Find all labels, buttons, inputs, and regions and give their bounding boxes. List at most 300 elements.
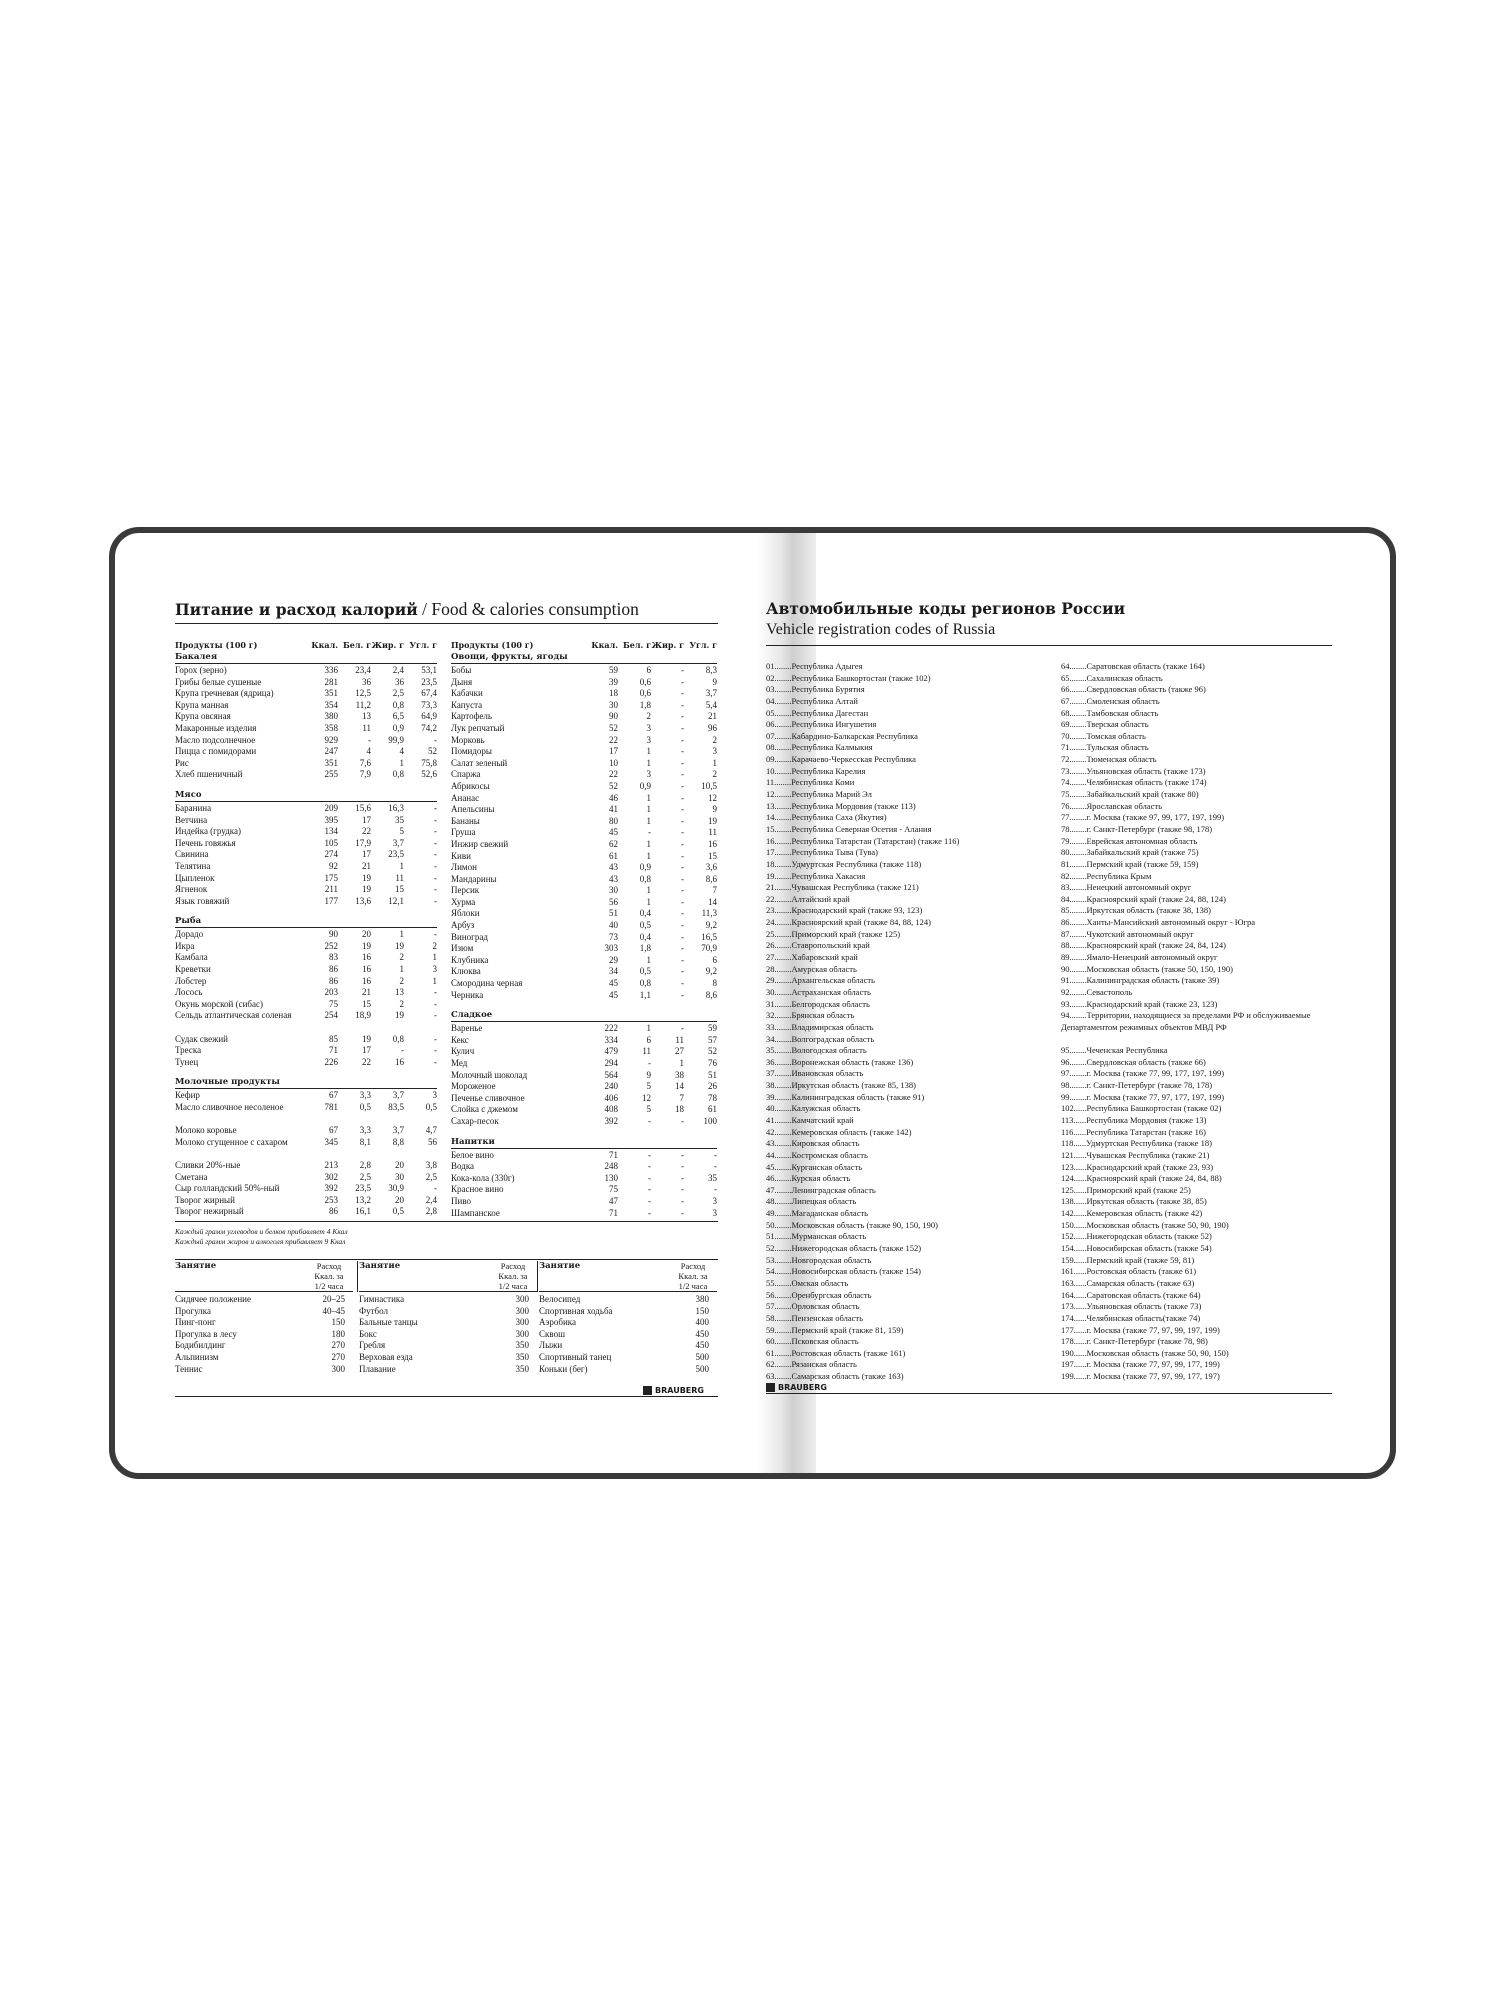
- cell-kcal: 90: [609, 711, 618, 722]
- table-row: [451, 862, 717, 874]
- cell-fat: 99,9: [388, 734, 404, 745]
- product-name: Цыпленок: [175, 872, 215, 883]
- product-name: Горох (зерно): [175, 665, 227, 675]
- cell-protein: 1: [646, 815, 651, 826]
- region-code-row: 05........Республика Дагестан: [766, 707, 869, 718]
- table-row: [175, 746, 437, 758]
- product-name: Кефир: [175, 1090, 200, 1101]
- cell-carbs: 3,7: [705, 688, 717, 699]
- activity-kcal: 300: [515, 1305, 529, 1316]
- table-header: Продукты (100 г) Ккал. Бел. г Жир. г Угл. г: [175, 640, 437, 650]
- product-name: Молочный шоколад: [451, 1069, 528, 1080]
- cell-carbs: 96: [708, 722, 717, 733]
- rate-line: Ккал. за: [678, 1271, 708, 1281]
- product-name: Красное вино: [451, 1184, 504, 1195]
- table-row: [451, 1070, 717, 1082]
- cell-protein: 1,8: [639, 699, 651, 710]
- region-code-row: 51........Мурманская область: [766, 1231, 867, 1242]
- cell-protein: 1: [646, 954, 651, 965]
- cell-protein: 13,2: [355, 1194, 371, 1205]
- region-code-row: 118......Удмуртская Республика (также 18): [1061, 1138, 1212, 1149]
- table-row: [451, 804, 717, 816]
- table-row: [175, 1195, 437, 1207]
- activity-name: Лыжи: [539, 1340, 563, 1351]
- region-code-row: 41........Камчатский край: [766, 1114, 854, 1125]
- cell-fat: 8,8: [392, 1136, 404, 1147]
- region-code-row: 24........Красноярский край (также 84, 88, 124): [766, 917, 932, 928]
- cell-protein: -: [648, 1161, 651, 1172]
- cell-carbs: 3: [712, 1195, 717, 1206]
- activity-header-name: Занятие: [175, 1261, 217, 1271]
- cell-protein: 23,4: [355, 665, 371, 675]
- cell-protein: 1: [646, 792, 651, 803]
- product-name: Камбала: [175, 952, 208, 963]
- cell-kcal: 71: [609, 1207, 618, 1218]
- cell-kcal: 130: [604, 1172, 618, 1183]
- cell-fat: -: [681, 676, 684, 687]
- cell-fat: -: [681, 769, 684, 780]
- page-title: [175, 599, 639, 620]
- cell-carbs: -: [434, 929, 437, 940]
- cell-carbs: 3,6: [705, 862, 717, 873]
- cell-carbs: -: [434, 998, 437, 1009]
- region-code-row: 59........Пермский край (также 81, 159): [766, 1324, 904, 1335]
- product-name: Лимон: [451, 862, 477, 873]
- cell-fat: 2: [399, 952, 404, 963]
- activity-top-rule: [175, 1259, 718, 1260]
- cell-fat: 27: [675, 1046, 684, 1057]
- section-heading: Овощи, фрукты, ягоды: [451, 652, 717, 664]
- cell-fat: -: [681, 711, 684, 722]
- cell-kcal: 213: [324, 1159, 338, 1170]
- cell-protein: 3,3: [359, 1090, 371, 1101]
- activity-row: [359, 1317, 537, 1329]
- cell-fat: -: [681, 862, 684, 873]
- cell-fat: 16,3: [388, 802, 404, 813]
- cell-fat: 6,5: [392, 711, 404, 722]
- region-code-row: 62........Рязанская область: [766, 1359, 857, 1370]
- cell-protein: 1,8: [639, 943, 651, 954]
- activity-name: Прогулка в лесу: [175, 1328, 237, 1339]
- product-name: Абрикосы: [451, 780, 490, 791]
- activity-header-rule: [359, 1291, 537, 1292]
- cell-fat: 3,7: [392, 837, 404, 848]
- activity-row: [175, 1340, 353, 1352]
- cell-carbs: -: [434, 860, 437, 871]
- cell-kcal: 392: [604, 1115, 618, 1126]
- cell-protein: -: [648, 1115, 651, 1126]
- region-code-row: 96........Свердловская область (также 66): [1061, 1056, 1206, 1067]
- right-page: [766, 533, 1332, 1473]
- region-code-row: 80........Забайкальский край (также 75): [1061, 847, 1199, 858]
- table-row: [175, 1137, 437, 1160]
- section-heading: Рыба: [175, 916, 437, 928]
- region-code-row: 34........Волгоградская область: [766, 1033, 875, 1044]
- region-code-row: 06........Республика Ингушетия: [766, 719, 877, 730]
- table-row: [451, 735, 717, 747]
- cell-fat: 83,5: [388, 1102, 404, 1112]
- cell-fat: 12,1: [388, 895, 404, 906]
- cell-protein: 18,9: [355, 1010, 371, 1021]
- cell-carbs: 15: [708, 850, 717, 861]
- cell-protein: -: [648, 1207, 651, 1218]
- cell-kcal: 75: [609, 1184, 618, 1195]
- table-row: [175, 964, 437, 976]
- region-code-row: 74........Челябинская область (также 174): [1061, 777, 1207, 788]
- cell-carbs: -: [434, 814, 437, 825]
- brand-square-icon: [643, 1386, 652, 1395]
- rate-line: Расход: [680, 1261, 706, 1271]
- region-code-row: 76........Ярославская область: [1061, 800, 1162, 811]
- product-name: Черника: [451, 989, 484, 1000]
- product-name: Апельсины: [451, 804, 495, 815]
- cell-carbs: 100: [703, 1115, 717, 1126]
- cell-kcal: 80: [609, 815, 618, 826]
- cell-protein: 4: [366, 746, 371, 757]
- region-code-row: 78........г. Санкт-Петербург (также 98, 178): [1061, 823, 1213, 834]
- cell-carbs: 61: [708, 1104, 717, 1115]
- cell-protein: 13: [362, 711, 371, 722]
- table-row: [175, 861, 437, 873]
- cell-kcal: 358: [324, 722, 338, 733]
- cell-protein: 1,1: [639, 989, 651, 1000]
- region-code-row: 38........Иркутская область (также 85, 138): [766, 1080, 916, 1091]
- activity-header: [175, 1261, 353, 1291]
- region-code-row: 72........Тюменская область: [1061, 754, 1157, 765]
- region-code-row: 19........Республика Хакасия: [766, 870, 866, 881]
- cell-kcal: 90: [329, 929, 338, 940]
- cell-kcal: 281: [324, 676, 338, 687]
- activity-name: Альпинизм: [175, 1351, 219, 1362]
- cell-kcal: 30: [609, 699, 618, 710]
- product-name: Молоко коровье: [175, 1125, 237, 1136]
- table-row: [451, 1093, 717, 1105]
- product-name: Треска: [175, 1045, 202, 1056]
- cell-carbs: 4,7: [425, 1125, 437, 1136]
- codes-bottom-rule: [766, 1393, 1332, 1394]
- region-code-row: 30........Астраханская область: [766, 986, 871, 997]
- region-code-row: 89........Ямало-Ненецкий автономный округ: [1061, 952, 1218, 963]
- region-code-row: 46........Курская область: [766, 1173, 851, 1184]
- cell-fat: 0,9: [392, 722, 404, 733]
- cell-protein: 1: [646, 804, 651, 815]
- region-code-row: 65........Сахалинская область: [1061, 672, 1163, 683]
- cell-carbs: 2,5: [425, 1171, 437, 1182]
- activity-kcal: 40–45: [322, 1305, 345, 1316]
- product-name: Персик: [451, 885, 480, 896]
- region-code-row: 197......г. Москва (также 77, 97, 99, 177, 199): [1061, 1359, 1220, 1370]
- cell-kcal: 209: [324, 802, 338, 813]
- product-name: Салат зеленый: [451, 757, 508, 768]
- cell-kcal: 253: [324, 1194, 338, 1205]
- product-name: Яблоки: [451, 908, 480, 919]
- cell-carbs: 75,8: [421, 757, 437, 768]
- product-name: Масло сливочное несоленое: [175, 1102, 284, 1112]
- cell-fat: -: [681, 1195, 684, 1206]
- cell-fat: -: [681, 827, 684, 838]
- activity-header: [539, 1261, 717, 1291]
- activity-row: [359, 1294, 537, 1306]
- activity-row: [175, 1329, 353, 1341]
- product-name: Свинина: [175, 849, 209, 860]
- activity-header-name: Занятие: [539, 1261, 581, 1271]
- region-code-row: 91........Калининградская область (также 39): [1061, 975, 1220, 986]
- table-row: [451, 665, 717, 677]
- product-name: Виноград: [451, 931, 488, 942]
- cell-protein: 15: [362, 998, 371, 1009]
- region-code-row: 69........Тверская область: [1061, 719, 1149, 730]
- cell-kcal: 45: [609, 827, 618, 838]
- planner-spread: [109, 527, 1396, 1479]
- region-code-row: 99........г. Москва (также 77, 97, 177, 197, 199): [1061, 1091, 1225, 1102]
- cell-carbs: 23,5: [421, 676, 437, 687]
- table-row: [175, 803, 437, 815]
- codes-col-2: [1061, 661, 1331, 1383]
- cell-kcal: 255: [324, 769, 338, 780]
- cell-protein: 16: [362, 952, 371, 963]
- cell-fat: 38: [675, 1069, 684, 1080]
- cell-carbs: 9,2: [705, 920, 717, 931]
- cell-kcal: 254: [324, 1010, 338, 1021]
- cell-fat: 4: [399, 746, 404, 757]
- cell-fat: -: [681, 688, 684, 699]
- cell-fat: -: [681, 873, 684, 884]
- region-code-row: 95........Чеченская Республика: [1061, 1045, 1168, 1056]
- activity-divider: [537, 1261, 538, 1292]
- cell-carbs: 35: [708, 1172, 717, 1183]
- region-code-row: 12........Республика Марий Эл: [766, 789, 872, 800]
- cell-protein: -: [648, 827, 651, 838]
- region-code-row: 13........Республика Мордовия (также 113): [766, 800, 916, 811]
- activity-row: [175, 1294, 353, 1306]
- cell-carbs: -: [434, 849, 437, 860]
- table-row: [175, 1125, 437, 1137]
- table-row: [175, 769, 437, 781]
- table-row: [451, 688, 717, 700]
- product-name: Сахар-песок: [451, 1115, 499, 1126]
- cell-protein: 12,5: [355, 688, 371, 699]
- table-row: [175, 952, 437, 964]
- product-name: Киви: [451, 850, 471, 861]
- cell-fat: -: [681, 699, 684, 710]
- cell-fat: 1: [399, 757, 404, 768]
- cell-fat: 20: [395, 1159, 404, 1170]
- brand-logo: BRAUBERG: [643, 1386, 704, 1395]
- cell-carbs: -: [714, 1161, 717, 1172]
- table-row: [175, 976, 437, 988]
- region-code-row: 18........Удмуртская Республика (также 118): [766, 858, 922, 869]
- product-name: Индейка (грудка): [175, 826, 241, 837]
- product-name: Макаронные изделия: [175, 722, 257, 733]
- region-code-row: 97........г. Москва (также 77, 99, 177, 197, 199): [1061, 1068, 1225, 1079]
- cell-fat: -: [681, 989, 684, 1000]
- table-header: Продукты (100 г) Ккал. Бел. г Жир. г Угл. г: [451, 640, 717, 650]
- activity-kcal: 270: [331, 1351, 345, 1362]
- product-name: Помидоры: [451, 746, 492, 757]
- cell-fat: -: [681, 757, 684, 768]
- section-heading: Молочные продукты: [175, 1077, 437, 1089]
- cell-protein: 1: [646, 838, 651, 849]
- table-row: [175, 1034, 437, 1046]
- cell-kcal: 56: [609, 896, 618, 907]
- activity-name: Бальные танцы: [359, 1317, 418, 1328]
- activity-row: [359, 1352, 537, 1364]
- cell-protein: 0,6: [639, 676, 651, 687]
- product-name: Сметана: [175, 1171, 208, 1182]
- cell-protein: 1: [646, 896, 651, 907]
- table-row: [175, 838, 437, 850]
- cell-carbs: -: [434, 734, 437, 745]
- cell-fat: -: [681, 850, 684, 861]
- cell-fat: -: [681, 1023, 684, 1034]
- region-code-row: 84........Красноярский край (также 24, 88, 124): [1061, 893, 1227, 904]
- region-code-row: 63........Самарская область (также 163): [766, 1371, 904, 1382]
- region-code-row: 71........Тульская область: [1061, 742, 1149, 753]
- cell-carbs: 26: [708, 1081, 717, 1092]
- cell-kcal: 177: [324, 895, 338, 906]
- region-code-row: 26........Ставропольский край: [766, 940, 870, 951]
- product-name: Судак свежий: [175, 1033, 228, 1044]
- cell-kcal: 61: [609, 850, 618, 861]
- region-code-row: 49........Магаданская область: [766, 1208, 869, 1219]
- product-name: Лук репчатый: [451, 722, 505, 733]
- region-code-row: 08........Республика Калмыкия: [766, 742, 873, 753]
- region-code-row: 16........Республика Татарстан (Татарстан) (также 116): [766, 835, 960, 846]
- cell-fat: 15: [395, 884, 404, 895]
- cell-kcal: 240: [604, 1081, 618, 1092]
- product-name: Смородина черная: [451, 978, 523, 989]
- cell-kcal: 52: [609, 780, 618, 791]
- cell-kcal: 86: [329, 1206, 338, 1217]
- region-code-row: 28........Амурская область: [766, 963, 857, 974]
- cell-protein: 0,5: [639, 966, 651, 977]
- cell-fat: 13: [395, 987, 404, 998]
- table-row: [175, 1045, 437, 1057]
- activity-col-1: [175, 1261, 353, 1375]
- product-name: Ананас: [451, 792, 480, 803]
- region-code-row: 03........Республика Бурятия: [766, 684, 865, 695]
- product-name: Водка: [451, 1161, 475, 1172]
- table-row: [175, 999, 437, 1011]
- table-row: [451, 978, 717, 990]
- region-code-row: 70........Томская область: [1061, 730, 1146, 741]
- cell-protein: 0,6: [639, 688, 651, 699]
- activity-header-rule: [539, 1291, 717, 1292]
- cell-protein: 1: [646, 746, 651, 757]
- product-name: Пицца с помидорами: [175, 746, 257, 757]
- cell-kcal: 83: [329, 952, 338, 963]
- cell-kcal: 274: [324, 849, 338, 860]
- activity-row: [539, 1317, 717, 1329]
- region-code-row: 66........Свердловская область (также 96): [1061, 684, 1206, 695]
- activity-row: [359, 1364, 537, 1376]
- table-row: [451, 943, 717, 955]
- cell-fat: -: [681, 896, 684, 907]
- product-name: Рис: [175, 757, 189, 768]
- table-row: [451, 1035, 717, 1047]
- cell-carbs: 16: [708, 838, 717, 849]
- cell-protein: 11,2: [355, 699, 371, 710]
- cell-fat: -: [681, 1172, 684, 1183]
- cell-protein: 1: [646, 1023, 651, 1034]
- cell-carbs: 19: [708, 815, 717, 826]
- cell-carbs: 6: [712, 954, 717, 965]
- cell-carbs: 3: [432, 1090, 437, 1101]
- cell-protein: 2,5: [359, 1171, 371, 1182]
- table-row: [451, 874, 717, 886]
- table-row: [175, 896, 437, 908]
- region-code-row: 31........Белгородская область: [766, 998, 870, 1009]
- cell-fat: -: [681, 1184, 684, 1195]
- cell-kcal: 22: [609, 734, 618, 745]
- title-ru: Автомобильные коды регионов России: [766, 599, 1126, 618]
- product-name: Сливки 20%-ные: [175, 1159, 241, 1170]
- rate-line: Ккал. за: [498, 1271, 528, 1281]
- cell-carbs: 7: [712, 885, 717, 896]
- region-code-row: 14........Республика Саха (Якутия): [766, 812, 887, 823]
- cell-fat: -: [681, 1161, 684, 1172]
- region-code-row: 56........Оренбургская область: [766, 1289, 872, 1300]
- cell-protein: 0,5: [639, 920, 651, 931]
- cell-carbs: -: [434, 1056, 437, 1067]
- region-code-row: 29........Архангельская область: [766, 975, 875, 986]
- activity-header-name: Занятие: [359, 1261, 401, 1271]
- cell-kcal: 294: [604, 1058, 618, 1068]
- product-name: Хлеб пшеничный: [175, 769, 243, 780]
- product-name: Сыр голландский 50%-ный: [175, 1183, 280, 1194]
- region-code-row: 23........Краснодарский край (также 93, 123): [766, 905, 923, 916]
- region-code-row: 138......Иркутская область (также 38, 85): [1061, 1196, 1207, 1207]
- activity-kcal: 150: [331, 1317, 345, 1328]
- cell-fat: 11: [395, 872, 404, 883]
- product-name: Печенье сливочное: [451, 1092, 525, 1103]
- table-row: [451, 885, 717, 897]
- cell-fat: -: [681, 804, 684, 815]
- table-row: [175, 1183, 437, 1195]
- cell-carbs: 57: [708, 1034, 717, 1045]
- product-name: Масло подсолнечное: [175, 734, 256, 745]
- product-name: Лобстер: [175, 975, 207, 986]
- region-code-row: 152......Нижегородская область (также 52): [1061, 1231, 1212, 1242]
- cell-kcal: 248: [604, 1161, 618, 1172]
- activity-header-rate: [669, 1261, 717, 1291]
- table-row: [451, 723, 717, 735]
- cell-protein: 17: [362, 849, 371, 860]
- cell-protein: -: [648, 1184, 651, 1195]
- region-code-row: 150......Московская область (также 50, 90, 190): [1061, 1219, 1229, 1230]
- cell-carbs: 2: [712, 734, 717, 745]
- cell-protein: 20: [362, 929, 371, 940]
- title-separator: /: [417, 599, 432, 619]
- region-code-row: 61........Ростовская область (также 161): [766, 1347, 906, 1358]
- product-name: Морковь: [451, 734, 485, 745]
- region-code-row: 01........Республика Адыгея: [766, 661, 863, 671]
- region-code-row: 45........Курганская область: [766, 1161, 863, 1172]
- cell-protein: 19: [362, 940, 371, 951]
- product-name: Пиво: [451, 1195, 472, 1206]
- cell-carbs: -: [434, 884, 437, 895]
- cell-kcal: 59: [609, 665, 618, 675]
- cell-kcal: 247: [324, 746, 338, 757]
- cell-carbs: -: [434, 1010, 437, 1021]
- cell-fat: 3,7: [392, 1090, 404, 1101]
- cell-kcal: 85: [329, 1033, 338, 1044]
- activity-row: [175, 1306, 353, 1318]
- cell-kcal: 10: [609, 757, 618, 768]
- activity-name: Верховая езда: [359, 1351, 413, 1362]
- cell-fat: 0,8: [392, 769, 404, 780]
- product-name: Ветчина: [175, 814, 208, 825]
